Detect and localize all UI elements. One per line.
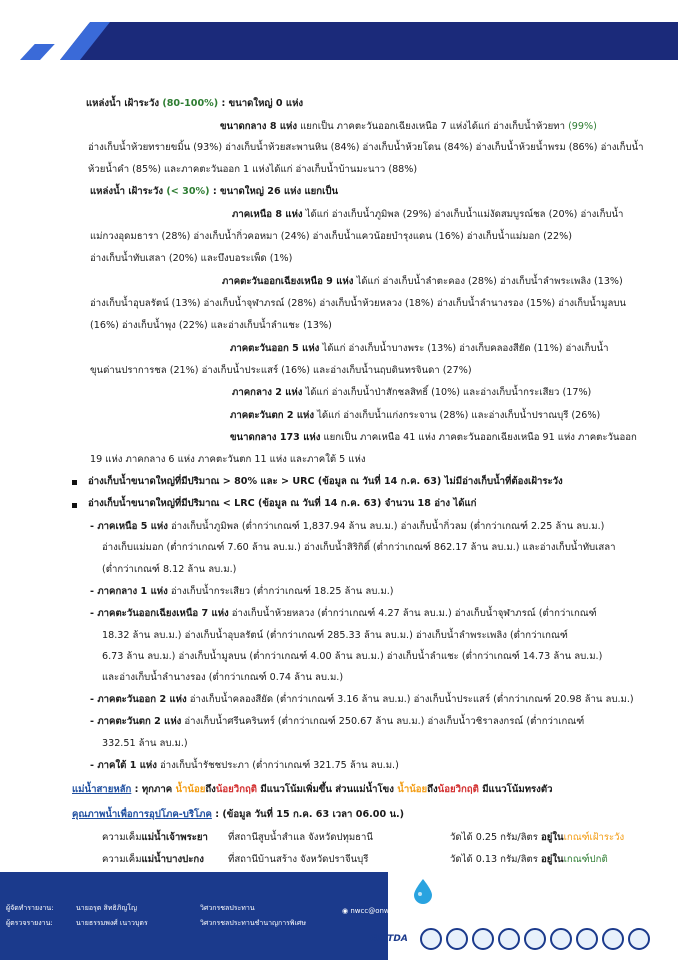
quality-row-bang-pakong-value: วัดได้ 0.13 กรัม/ลิตร อยู่ในเกณฑ์ปกติ (450, 854, 608, 865)
lrc-ne-line4: และอ่างเก็บน้ำลำนางรอง (ต่ำกว่าเกณฑ์ 0.74 ล้าน ลบ.ม.) (102, 672, 344, 683)
agency-logo (472, 928, 494, 950)
agency-logo (420, 928, 442, 950)
agency-logo (628, 928, 650, 950)
phone-number: ✆ 02-554-1847, 02-554-1800 (530, 907, 633, 915)
lrc-ne-line3: 6.73 ล้าน ลบ.ม.) อ่างเก็บน้ำมูลบน (ต่ำกว่าเกณฑ์ 4.00 ล้าน ลบ.ม.) อ่างเก็บน้ำลำแชะ (ต่ำกว่าเกณฑ์ 14.73 ล้าน ลบ.ม.) (102, 651, 603, 662)
preparer-role: ผู้จัดทำรายงาน: (6, 904, 54, 912)
reviewer-position: วิศวกรชลประทานชำนาญการพิเศษ (200, 919, 306, 927)
watch-low-ne-line1: ภาคตะวันออกเฉียงเหนือ 9 แห่ง ได้แก่ อ่างเก็บน้ำลำตะคอง (28%) อ่างเก็บน้ำลำพระเพลิง (13%) (222, 276, 623, 287)
lrc-ne-line2: 18.32 ล้าน ลบ.ม.) อ่างเก็บน้ำอุบลรัตน์ (ต่ำกว่าเกณฑ์ 285.33 ล้าน ลบ.ม.) อ่างเก็บน้ำลำพระเพลิง (ต่ำกว่าเกณฑ์ (102, 630, 568, 641)
email-secondary: ✉ nwcc.onwr@gmail.com (426, 907, 516, 915)
reviewer-name: นายธรรมพงศ์ เนาวบุตร (76, 919, 148, 927)
watch-low-central-line1: ภาคกลาง 2 แห่ง ได้แก่ อ่างเก็บน้ำป่าสักชลสิทธิ์ (10%) และอ่างเก็บน้ำกระเสียว (17%) (232, 387, 592, 398)
lrc-north-line3: (ต่ำกว่าเกณฑ์ 8.12 ล้าน ลบ.ม.) (102, 564, 237, 575)
watch-high-medium-line3: ห้วยน้ำคำ (85%) และภาคตะวันออก 1 แห่งได้แก่ อ่างเก็บน้ำบ้านมะนาว (88%) (88, 164, 418, 175)
gistda-logo: GISTDA (370, 934, 408, 944)
water-drop-icon (412, 878, 434, 904)
bullet-marker (72, 503, 77, 508)
email-primary: ◉ nwcc@onwr.go.th (342, 907, 413, 915)
watch-low-heading: แหล่งน้ำ เฝ้าระวัง (< 30%) : ขนาดใหญ่ 26 แห่ง แยกเป็น (90, 186, 339, 197)
preparer-name: นายอรุต สิทธิภิญโญ (76, 904, 138, 912)
preparer-position: วิศวกรชลประทาน (200, 904, 255, 912)
agency-logo (498, 928, 520, 950)
agency-logo (576, 928, 598, 950)
main-rivers-line: แม่น้ำสายหลัก : ทุกภาค น้ำน้อยถึงน้อยวิกฤติ มีแนวโน้มเพิ่มขึ้น ส่วนแม่น้ำโขง น้ำน้อยถึงน้อยวิกฤติ มีแนวโน้มทรงตัว (72, 784, 553, 795)
lrc-ne-line1: - ภาคตะวันออกเฉียงเหนือ 7 แห่ง อ่างเก็บน้ำห้วยหลวง (ต่ำกว่าเกณฑ์ 4.27 ล้าน ลบ.ม.) อ่างเก็บน้ำจุฬาภรณ์ (ต่ำกว่าเกณฑ์ (90, 608, 597, 619)
header-graphic (0, 0, 678, 60)
quality-row-bang-pakong-station: ที่สถานีบ้านสร้าง จังหวัดปราจีนบุรี (228, 854, 369, 865)
footer (0, 872, 678, 960)
agency-logo (524, 928, 546, 950)
reviewer-role: ผู้ตรวจรายงาน: (6, 919, 53, 927)
lrc-north-line2: อ่างเก็บแม่มอก (ต่ำกว่าเกณฑ์ 7.60 ล้าน ลบ.ม.) อ่างเก็บน้ำสิริกิติ์ (ต่ำกว่าเกณฑ์ 862.17 ล้าน ลบ.ม.) และอ่างเก็บน้ำทับเสลา (102, 542, 616, 553)
lrc-central-line1: - ภาคกลาง 1 แห่ง อ่างเก็บน้ำกระเสียว (ต่ำกว่าเกณฑ์ 18.25 ล้าน ลบ.ม.) (90, 586, 394, 597)
watch-low-medium-line1: ขนาดกลาง 173 แห่ง แยกเป็น ภาคเหนือ 41 แห่ง ภาคตะวันออกเฉียงเหนือ 91 แห่ง ภาคตะวันออก (230, 432, 637, 443)
bullet-urc: อ่างเก็บน้ำขนาดใหญ่ที่มีปริมาณ > 80% และ > URC (ข้อมูล ณ วันที่ 14 ก.ค. 63) ไม่มีอ่างเก็บน้ำที่ต้องเฝ้าระวัง (88, 476, 563, 487)
watch-high-medium-line2: อ่างเก็บน้ำห้วยทรายขมิ้น (93%) อ่างเก็บน้ำห้วยสะพานหิน (84%) อ่างเก็บน้ำห้วยโดน (84%) อ่างเก็บน้ำห้วยน้ำพรม (86%) อ่างเก็บน้ำ (88, 142, 644, 153)
lrc-west-line1: - ภาคตะวันตก 2 แห่ง อ่างเก็บน้ำศรีนครินทร์ (ต่ำกว่าเกณฑ์ 250.67 ล้าน ลบ.ม.) อ่างเก็บน้ำวชิราลงกรณ์ (ต่ำกว่าเกณฑ์ (90, 716, 585, 727)
lrc-west-line2: 332.51 ล้าน ลบ.ม.) (102, 738, 188, 749)
header-banner (0, 0, 678, 60)
bullet-lrc: อ่างเก็บน้ำขนาดใหญ่ที่มีปริมาณ < LRC (ข้อมูล ณ วันที่ 14 ก.ค. 63) จำนวน 18 อ่าง ได้แก่ (88, 498, 477, 509)
quality-row-chao-phraya-station: ที่สถานีสูบน้ำสำแล จังหวัดปทุมธานี (228, 832, 373, 843)
watch-low-ne-line3: (16%) อ่างเก็บน้ำพุง (22%) และอ่างเก็บน้ำลำแชะ (13%) (90, 320, 332, 331)
globe-icon: ◉ (342, 907, 351, 915)
watch-low-east-line2: ขุนด่านปราการชล (21%) อ่างเก็บน้ำประแสร์ (16%) และอ่างเก็บน้ำนฤบดินทรจินดา (27%) (90, 365, 472, 376)
quality-row-chao-phraya: ความเค็มแม่น้ำเจ้าพระยา (102, 832, 208, 843)
lrc-east-line1: - ภาคตะวันออก 2 แห่ง อ่างเก็บน้ำคลองสียัด (ต่ำกว่าเกณฑ์ 3.16 ล้าน ลบ.ม.) อ่างเก็บน้ำประแสร์ (ต่ำกว่าเกณฑ์ 20.98 ล้าน ลบ.ม.) (90, 694, 634, 705)
bullet-marker (72, 480, 77, 485)
org-name: ศูนย์อำนวยการน้ำแห่งชาติ (495, 888, 645, 903)
water-quality-heading: คุณภาพน้ำเพื่อการอุปโภค-บริโภค : (ข้อมูล วันที่ 15 ก.ค. 63 เวลา 06.00 น.) (72, 809, 405, 820)
phone-icon: ✆ (530, 907, 539, 915)
agency-logo (550, 928, 572, 950)
lrc-south-line1: - ภาคใต้ 1 แห่ง อ่างเก็บน้ำรัชชประภา (ต่ำกว่าเกณฑ์ 321.75 ล้าน ลบ.ม.) (90, 760, 399, 771)
watch-low-north-line1: ภาคเหนือ 8 แห่ง ได้แก่ อ่างเก็บน้ำภูมิพล (29%) อ่างเก็บน้ำแม่งัดสมบูรณ์ชล (20%) อ่างเก็บน้ำ (232, 209, 624, 220)
watch-low-north-line2: แม่กวงอุดมธารา (28%) อ่างเก็บน้ำกิ่วคอหมา (24%) อ่างเก็บน้ำแควน้อยบำรุงแดน (16%) อ่างเก็บน้ำแม่มอก (22%) (90, 231, 572, 242)
agency-logo (446, 928, 468, 950)
quality-row-bang-pakong: ความเค็มแม่น้ำบางปะกง (102, 854, 204, 865)
prepared-by-label: จัดทำโดย : (440, 888, 490, 899)
watch-low-ne-line2: อ่างเก็บน้ำอุบลรัตน์ (13%) อ่างเก็บน้ำจุฬาภรณ์ (28%) อ่างเก็บน้ำห้วยหลวง (18%) อ่างเก็บน้ำลำนางรอง (15%) อ่างเก็บน้ำมูลบน (90, 298, 626, 309)
watch-low-north-line3: อ่างเก็บน้ำทับเสลา (20%) และบึงบอระเพ็ด (1%) (90, 253, 293, 264)
agency-logo (602, 928, 624, 950)
watch-low-east-line1: ภาคตะวันออก 5 แห่ง ได้แก่ อ่างเก็บน้ำบางพระ (13%) อ่างเก็บคลองสียัด (11%) อ่างเก็บน้ำ (230, 343, 609, 354)
watch-low-medium-line2: 19 แห่ง ภาคกลาง 6 แห่ง ภาคตะวันตก 11 แห่ง และภาคใต้ 5 แห่ง (90, 454, 366, 465)
mail-icon: ✉ (426, 907, 435, 915)
watch-high-heading: แหล่งน้ำ เฝ้าระวัง (80-100%) : ขนาดใหญ่ 0 แห่ง (86, 98, 304, 109)
quality-row-chao-phraya-value: วัดได้ 0.25 กรัม/ลิตร อยู่ในเกณฑ์เฝ้าระวัง (450, 832, 625, 843)
watch-high-medium-line1: ขนาดกลาง 8 แห่ง แยกเป็น ภาคตะวันออกเฉียงเหนือ 7 แห่งได้แก่ อ่างเก็บน้ำห้วยทา (99%) (220, 121, 597, 132)
watch-low-west-line1: ภาคตะวันตก 2 แห่ง ได้แก่ อ่างเก็บน้ำแก่งกระจาน (28%) และอ่างเก็บน้ำปราณบุรี (26%) (230, 410, 601, 421)
lrc-north-line1: - ภาคเหนือ 5 แห่ง อ่างเก็บน้ำภูมิพล (ต่ำกว่าเกณฑ์ 1,837.94 ล้าน ลบ.ม.) อ่างเก็บน้ำกิ่วลม (ต่ำกว่าเกณฑ์ 2.25 ล้าน ลบ.ม.) (90, 521, 605, 532)
